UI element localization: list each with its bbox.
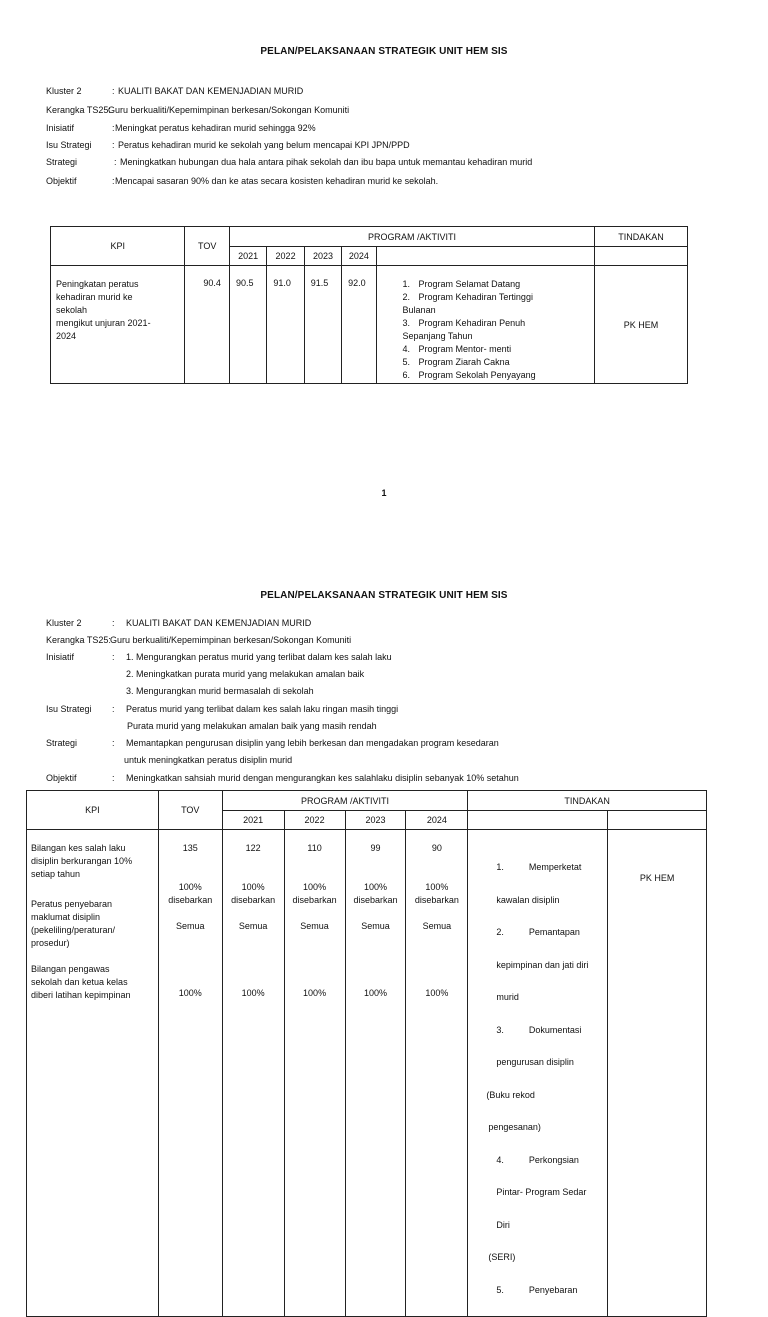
value: disebarkan bbox=[353, 895, 398, 905]
action-line: kepimpinan dan jati diri bbox=[496, 959, 589, 970]
tindakan-cell: PK HEM bbox=[594, 266, 687, 384]
kpi-line: setiap tahun bbox=[31, 869, 81, 879]
tindakan-value: PK HEM bbox=[639, 873, 675, 883]
header-tov: TOV bbox=[158, 791, 222, 830]
meta-value: Meningkat peratus kehadiran murid sehingga 92% bbox=[115, 123, 316, 133]
action-line: Pintar- Program Sedar bbox=[496, 1187, 587, 1197]
target-value: 92.0 bbox=[348, 278, 366, 288]
header-program: PROGRAM /AKTIVITI bbox=[229, 227, 594, 247]
value: Semua bbox=[361, 921, 390, 931]
value: disebarkan bbox=[168, 895, 213, 905]
target-value: 91.0 bbox=[273, 278, 291, 288]
kpi-line: Peratus penyebaran bbox=[31, 899, 113, 909]
action-line: 5. Penyebaran bbox=[496, 1284, 578, 1295]
kpi-line: Peningkatan peratus bbox=[56, 279, 139, 289]
meta-value: Peratus murid yang terlibat dalam kes salah laku ringan masih tinggi bbox=[126, 704, 399, 714]
meta-label: Kerangka TS25: bbox=[46, 105, 111, 115]
value-col-2022 bbox=[284, 830, 345, 1317]
meta-label: Kerangka TS25: bbox=[46, 635, 111, 645]
action-line: pengesanan) bbox=[488, 1122, 541, 1132]
program-list-cell bbox=[376, 266, 594, 384]
page1-title: PELAN/PELAKSANAAN STRATEGIK UNIT HEM SIS bbox=[260, 46, 508, 57]
value: Semua bbox=[422, 921, 452, 931]
meta-sep: : bbox=[112, 140, 115, 150]
tov-value: 90.4 bbox=[203, 278, 221, 288]
action-line: 3. Dokumentasi bbox=[496, 1024, 582, 1035]
target-value: 90.5 bbox=[235, 278, 254, 288]
empty-cell bbox=[468, 811, 608, 830]
kpi-line: kehadiran murid ke bbox=[56, 292, 133, 302]
meta-value: KUALITI BAKAT DAN KEMENJADIAN MURID bbox=[118, 86, 304, 96]
target-cell bbox=[342, 266, 376, 384]
program-item: 1. Program Selamat Datang bbox=[402, 279, 521, 289]
meta-label: Objektif bbox=[46, 773, 77, 783]
page1-meta bbox=[46, 86, 746, 196]
value: Semua bbox=[300, 921, 329, 931]
program-item: 5. Program Ziarah Cakna bbox=[402, 357, 510, 367]
value: 110 bbox=[307, 843, 322, 853]
value: Semua bbox=[175, 921, 205, 931]
value: 122 bbox=[245, 843, 261, 853]
target-cell bbox=[304, 266, 341, 384]
program-item: 6. Program Sekolah Penyayang bbox=[402, 370, 536, 380]
meta-value: Memantapkan pengurusan disiplin yang lebih berkesan dan mengadakan program kesedaran bbox=[126, 738, 499, 748]
tov-cell bbox=[185, 266, 229, 384]
value: 99 bbox=[370, 843, 381, 853]
action-line: kawalan disiplin bbox=[496, 894, 560, 905]
kpi-line: diberi latihan kepimpinan bbox=[31, 990, 131, 1000]
kpi-cell bbox=[51, 266, 185, 384]
target-cell bbox=[267, 266, 304, 384]
kpi-line: prosedur) bbox=[31, 938, 70, 948]
kpi-line: (pekeliling/peraturan/ bbox=[31, 925, 116, 935]
meta-value: 3. Mengurangkan murid bermasalah di sekolah bbox=[126, 686, 314, 696]
value: 100% bbox=[425, 988, 449, 998]
header-kpi: KPI bbox=[27, 791, 159, 830]
kpi-line: Bilangan kes salah laku bbox=[31, 843, 126, 853]
value: 100% bbox=[303, 988, 327, 998]
value: 90 bbox=[431, 843, 442, 853]
year-2023: 2023 bbox=[304, 247, 341, 266]
year-2022: 2022 bbox=[267, 247, 304, 266]
year-2022: 2022 bbox=[284, 811, 345, 830]
value: 100% bbox=[178, 988, 202, 998]
action-line: (SERI) bbox=[488, 1252, 516, 1262]
value: 100% bbox=[241, 988, 265, 998]
program-item: Sepanjang Tahun bbox=[402, 331, 473, 341]
value: 100% bbox=[178, 882, 202, 892]
value: Semua bbox=[238, 921, 268, 931]
program-item: Bulanan bbox=[402, 305, 436, 315]
meta-value: 2. Meningkatkan purata murid yang melakukan amalan baik bbox=[126, 669, 365, 679]
meta-label: Isu Strategi bbox=[46, 704, 92, 714]
header-kpi: KPI bbox=[51, 227, 185, 266]
action-line: murid bbox=[496, 992, 519, 1002]
page-number: 1 bbox=[381, 488, 387, 498]
meta-label: Kluster 2 bbox=[46, 86, 82, 96]
action-line: (Buku rekod bbox=[486, 1089, 535, 1100]
meta-label: Kluster 2 bbox=[46, 618, 82, 628]
program-item: 2. Program Kehadiran Tertinggi bbox=[402, 292, 533, 302]
value-col-2024 bbox=[406, 830, 468, 1317]
meta-value: untuk meningkatkan peratus disiplin murid bbox=[124, 755, 293, 765]
kpi-line: mengikut unjuran 2021- bbox=[56, 318, 151, 328]
year-2024: 2024 bbox=[342, 247, 376, 266]
meta-label: Objektif bbox=[46, 176, 77, 186]
kpi-line: disiplin berkurangan 10% bbox=[31, 856, 133, 866]
meta-label: Strategi bbox=[46, 157, 78, 167]
meta-sep: : bbox=[112, 738, 115, 748]
action-line: 4. Perkongsian bbox=[496, 1154, 579, 1165]
header-program: PROGRAM /AKTIVITI bbox=[222, 791, 468, 811]
target-cell bbox=[229, 266, 266, 384]
empty-cell bbox=[608, 811, 707, 830]
meta-value: Peratus kehadiran murid ke sekolah yang belum mencapai KPI JPN/PPD bbox=[118, 140, 410, 150]
page2-meta bbox=[46, 618, 746, 788]
action-line: Diri bbox=[496, 1219, 510, 1230]
action-list-cell bbox=[468, 830, 608, 1317]
value: disebarkan bbox=[292, 895, 337, 905]
kpi-line: maklumat disiplin bbox=[31, 912, 101, 922]
kpi-line: 2024 bbox=[56, 331, 77, 341]
year-2024: 2024 bbox=[406, 811, 468, 830]
meta-label: Inisiatif bbox=[46, 123, 75, 133]
year-2023: 2023 bbox=[345, 811, 406, 830]
action-line: 2. Pemantapan bbox=[496, 927, 580, 937]
kpi-line: sekolah bbox=[56, 305, 88, 315]
meta-value: Mencapai sasaran 90% dan ke atas secara kosisten kehadiran murid ke sekolah. bbox=[115, 176, 439, 186]
meta-sep: : bbox=[112, 652, 115, 662]
meta-value: Purata murid yang melakukan amalan baik yang masih rendah bbox=[127, 721, 377, 731]
value: 100% bbox=[241, 882, 265, 892]
meta-value: 1. Mengurangkan peratus murid yang terlibat dalam kes salah laku bbox=[126, 652, 392, 662]
value: 100% bbox=[425, 882, 449, 892]
meta-label: Inisiatif bbox=[46, 652, 75, 662]
meta-sep: : bbox=[112, 704, 115, 714]
meta-sep: : bbox=[112, 123, 115, 133]
year-2021: 2021 bbox=[222, 811, 284, 830]
meta-value: KUALITI BAKAT DAN KEMENJADIAN MURID bbox=[126, 618, 312, 628]
action-line: 1. Memperketat bbox=[496, 862, 582, 872]
empty-cell bbox=[376, 247, 594, 266]
value-col-2021 bbox=[222, 830, 284, 1317]
kpi-line: Bilangan pengawas bbox=[31, 964, 110, 974]
meta-sep: : bbox=[112, 86, 115, 96]
meta-value: Meningkatkan hubungan dua hala antara pihak sekolah dan ibu bapa untuk memantau kehadiran murid bbox=[120, 157, 533, 167]
header-tindakan: TINDAKAN bbox=[468, 791, 707, 811]
page2-strategy-table bbox=[26, 790, 707, 1317]
page2-title: PELAN/PELAKSANAAN STRATEGIK UNIT HEM SIS bbox=[260, 590, 508, 601]
value-col-tov bbox=[158, 830, 222, 1317]
year-2021: 2021 bbox=[229, 247, 266, 266]
header-tindakan: TINDAKAN bbox=[594, 227, 687, 247]
action-line: pengurusan disiplin bbox=[496, 1057, 574, 1067]
meta-sep: : bbox=[114, 157, 117, 167]
header-tov: TOV bbox=[185, 227, 229, 266]
tindakan-cell bbox=[608, 830, 707, 1317]
meta-label: Isu Strategi bbox=[46, 140, 92, 150]
meta-sep: : bbox=[112, 773, 115, 783]
value: disebarkan bbox=[414, 895, 459, 905]
kpi-line: sekolah dan ketua kelas bbox=[31, 977, 128, 987]
target-value: 91.5 bbox=[310, 278, 329, 288]
meta-value: Meningkatkan sahsiah murid dengan mengurangkan kes salahlaku disiplin sebanyak 10% setahun bbox=[126, 773, 519, 783]
value: 135 bbox=[182, 843, 198, 853]
program-item: 4. Program Mentor- menti bbox=[402, 344, 512, 354]
meta-sep: : bbox=[112, 176, 115, 186]
value: 100% bbox=[303, 882, 327, 892]
meta-value: Guru berkualiti/Kepemimpinan berkesan/Sokongan Komuniti bbox=[110, 635, 352, 645]
kpi-cell bbox=[27, 830, 159, 1317]
meta-value: Guru berkualiti/Kepemimpinan berkesan/Sokongan Komuniti bbox=[108, 105, 350, 115]
value: disebarkan bbox=[231, 895, 276, 905]
value: 100% bbox=[363, 882, 387, 892]
value-col-2023 bbox=[345, 830, 406, 1317]
empty-cell bbox=[594, 247, 687, 266]
program-item: 3. Program Kehadiran Penuh bbox=[402, 318, 526, 328]
value: 100% bbox=[363, 988, 387, 998]
meta-label: Strategi bbox=[46, 738, 78, 748]
meta-sep: : bbox=[112, 618, 115, 628]
page1-strategy-table bbox=[50, 226, 688, 384]
